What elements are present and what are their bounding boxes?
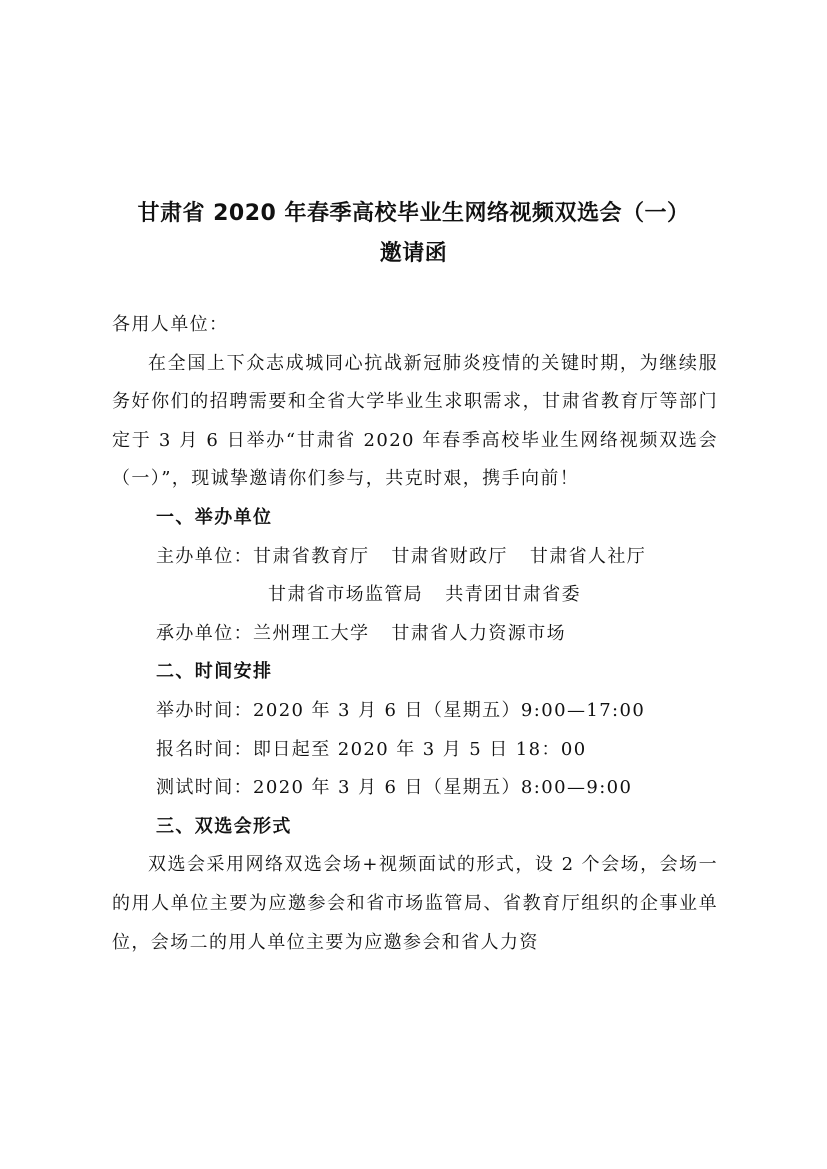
host-unit: 共青团甘肃省委 bbox=[445, 584, 582, 606]
signup-time-row bbox=[112, 731, 718, 770]
organizer-unit: 兰州理工大学 bbox=[253, 622, 370, 644]
signup-time-value: 即日起至 2020 年 3 月 5 日 18：00 bbox=[253, 738, 587, 760]
test-time-label: 测试时间： bbox=[156, 777, 253, 799]
host-unit: 甘肃省财政厅 bbox=[391, 545, 508, 567]
event-time-value: 2020 年 3 月 6 日（星期五）9:00—17:00 bbox=[253, 699, 646, 721]
host-unit: 甘肃省教育厅 bbox=[253, 545, 370, 567]
format-paragraph: 双选会采用网络双选会场+视频面试的形式，设 2 个会场，会场一的用人单位主要为应邀参会和省市场监管局、省教育厅组织的企事业单位，会场二的用人单位主要为应邀参会和省人力资 bbox=[112, 854, 718, 953]
document-subtitle: 邀请函 bbox=[379, 241, 448, 266]
host-units-row-1 bbox=[112, 538, 718, 577]
document-body bbox=[112, 306, 718, 962]
host-units-row-2 bbox=[112, 576, 718, 615]
host-units-label: 主办单位： bbox=[156, 545, 253, 567]
organizer-unit: 甘肃省人力资源市场 bbox=[391, 622, 567, 644]
signup-time-label: 报名时间： bbox=[156, 738, 253, 760]
salutation: 各用人单位： bbox=[112, 314, 229, 335]
organizer-units-row bbox=[112, 615, 718, 654]
event-time-label: 举办时间： bbox=[156, 699, 253, 721]
section-heading-schedule: 二、时间安排 bbox=[156, 661, 273, 683]
test-time-row bbox=[112, 769, 718, 808]
document-title: 甘肃省 2020 年春季高校毕业生网络视频双选会（一） bbox=[137, 201, 690, 226]
section-heading-format: 三、双选会形式 bbox=[156, 815, 292, 837]
event-time-row bbox=[112, 692, 718, 731]
intro-paragraph: 在全国上下众志成城同心抗战新冠肺炎疫情的关键时期，为继续服务好你们的招聘需要和全省大学毕业生求职需求，甘肃省教育厅等部门定于 3 月 6 日举办“甘肃省 2020 年春季高校毕业生网络视频双选会（一）”，现诚挚邀请你们参与，共克时艰，携手向前！ bbox=[112, 352, 718, 490]
test-time-value: 2020 年 3 月 6 日（星期五）8:00—9:00 bbox=[253, 777, 633, 799]
host-unit: 甘肃省人社厅 bbox=[529, 545, 647, 567]
host-unit: 甘肃省市场监管局 bbox=[268, 584, 424, 606]
organizer-units-label: 承办单位： bbox=[156, 622, 253, 644]
section-heading-organizers: 一、举办单位 bbox=[156, 506, 273, 528]
